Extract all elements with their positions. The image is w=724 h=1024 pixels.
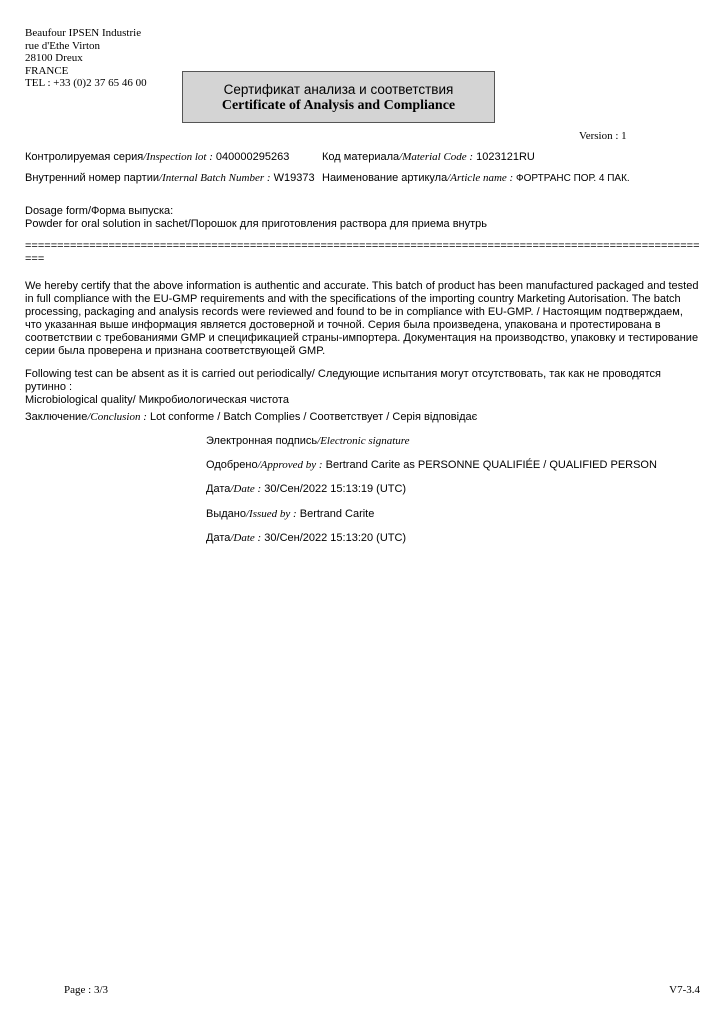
date1-label-ru: Дата xyxy=(206,483,231,495)
company-tel: TEL : +33 (0)2 37 65 46 00 xyxy=(25,77,147,89)
material-code-field xyxy=(322,151,535,163)
material-code-label-en: /Material Code : xyxy=(399,151,474,163)
title-ru: Сертификат анализа и соответствия xyxy=(223,82,454,97)
inspection-lot-value: 040000295263 xyxy=(212,151,290,163)
approved-label-en: /Approved by : xyxy=(257,459,323,471)
article-name-field xyxy=(322,172,630,184)
batch-number-label-ru: Внутренний номер партии xyxy=(25,172,160,184)
dosage-form xyxy=(25,205,700,231)
company-street: rue d'Ethe Virton xyxy=(25,39,101,52)
approved-by xyxy=(206,459,657,471)
signature-heading xyxy=(206,435,410,447)
separator-line: ============================================================================================================ xyxy=(25,240,700,265)
issued-value: Bertrand Carite xyxy=(296,508,375,520)
company-name: Beaufour IPSEN Industrie xyxy=(25,27,142,39)
issue-date xyxy=(206,532,406,544)
company-address xyxy=(25,27,147,90)
batch-number-label-en: /Internal Batch Number : xyxy=(159,172,271,184)
document-code: V7-3.4 xyxy=(669,984,700,996)
page-number: Page : 3/3 xyxy=(64,984,108,996)
batch-number-field xyxy=(25,172,315,184)
approved-value: Bertrand Carite as PERSONNE QUALIFIÉE / QUALIFIED PERSON xyxy=(322,459,657,471)
issued-label-en: /Issued by : xyxy=(245,508,297,520)
approved-label-ru: Одобрено xyxy=(206,459,258,471)
date1-value: 30/Сен/2022 15:13:19 (UTC) xyxy=(261,483,407,495)
company-country: FRANCE xyxy=(25,64,69,77)
conclusion-label-ru: Заключение xyxy=(25,411,88,423)
article-name-label-ru: Наименование артикула xyxy=(322,172,448,184)
signature-heading-ru: Электронная подпись xyxy=(206,435,318,447)
issued-by xyxy=(206,508,374,520)
certification-text: We hereby certify that the above information is authentic and accurate. This batch of product has been manufactured packaged and tested in full compliance with the EU-GMP requirements and with the specifications of the importing country Marketing Autorisation. The batch processing, packaging and analysis records were reviewed and found to be in compliance with EU-GMP. / Настоящим подтверждаем, что указанная выше информация является достоверной и точной. Серия была произведена, упакована и протестирована в соответствии с требованиями GMP и спецификацией страны-импортера. Документация на производство, упаковку и тестирование серии была проверена и признана соответствующей GMP. xyxy=(25,280,699,357)
version: Version : 1 xyxy=(579,130,627,142)
title-en: Certificate of Analysis and Compliance xyxy=(221,98,456,113)
micro-quality: Microbiological quality/ Микробиологическая чистота xyxy=(25,394,289,406)
periodic-test-note: Following test can be absent as it is carried out periodically/ Следующие испытания могут отсутствовать, так как не проводятся рутинно : xyxy=(25,368,661,393)
inspection-lot-label-ru: Контролируемая серия xyxy=(25,151,144,163)
title-box xyxy=(182,71,495,123)
inspection-lot-label-en: /Inspection lot : xyxy=(143,151,213,163)
conclusion-value: Lot conforme / Batch Complies / Соответствует / Серія відповідає xyxy=(146,411,478,423)
signature-heading-en: /Electronic signature xyxy=(317,435,410,447)
dosage-value: Powder for oral solution in sachet/Порошок для приготовления раствора для приема внутрь xyxy=(25,218,488,230)
article-name-label-en: /Article name : xyxy=(447,172,514,184)
conclusion-label-en: /Conclusion : xyxy=(87,411,147,423)
date2-label-en: /Date : xyxy=(230,532,262,544)
material-code-value: 1023121RU xyxy=(473,151,535,163)
dosage-label: Dosage form/Форма выпуска: xyxy=(25,205,174,217)
date1-label-en: /Date : xyxy=(230,483,262,495)
date2-value: 30/Сен/2022 15:13:20 (UTC) xyxy=(261,532,407,544)
batch-number-value: W19373 xyxy=(270,172,315,184)
approval-date xyxy=(206,483,406,495)
date2-label-ru: Дата xyxy=(206,532,231,544)
material-code-label-ru: Код материала xyxy=(322,151,400,163)
issued-label-ru: Выдано xyxy=(206,508,246,520)
company-city: 28100 Dreux xyxy=(25,52,83,64)
conclusion xyxy=(25,411,477,423)
article-name-value: ФОРТРАНС ПОР. 4 ПАК. xyxy=(513,173,630,184)
inspection-lot-field xyxy=(25,151,289,163)
